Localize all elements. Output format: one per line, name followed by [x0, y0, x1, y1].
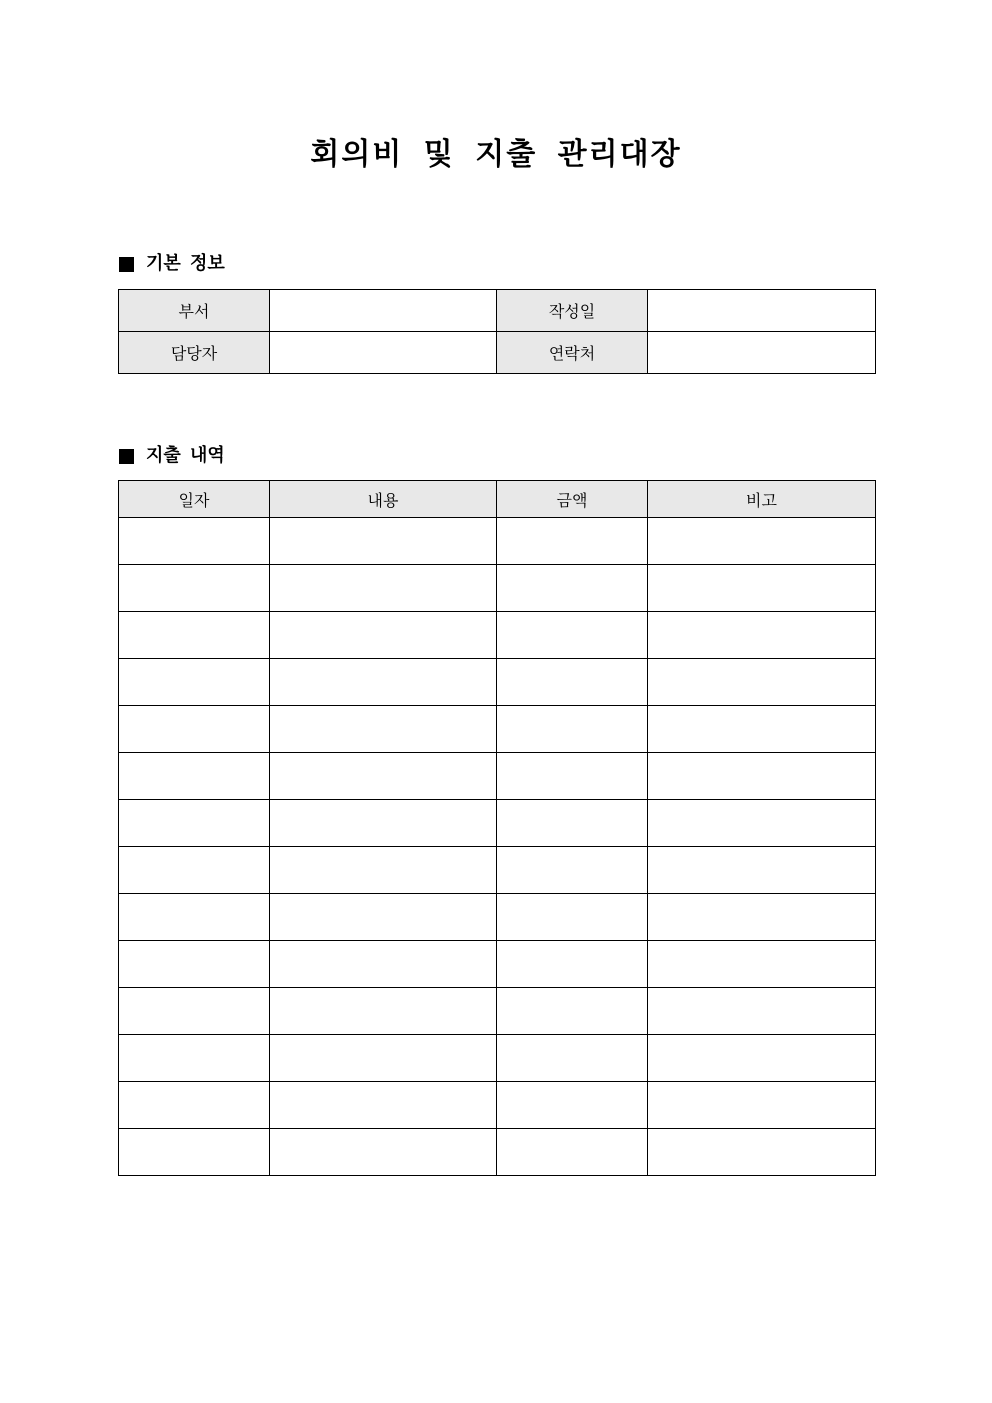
- content-cell[interactable]: [270, 1035, 497, 1082]
- table-row: [119, 988, 876, 1035]
- note-cell[interactable]: [648, 800, 876, 847]
- table-row: [119, 518, 876, 565]
- expense-heading-text: 지출 내역: [146, 445, 225, 466]
- note-cell[interactable]: [648, 1082, 876, 1129]
- content-cell[interactable]: [270, 659, 497, 706]
- date-cell[interactable]: [119, 800, 270, 847]
- content-cell[interactable]: [270, 1129, 497, 1176]
- content-cell[interactable]: [270, 800, 497, 847]
- amount-cell[interactable]: [497, 706, 648, 753]
- date-cell[interactable]: [119, 612, 270, 659]
- content-cell[interactable]: [270, 894, 497, 941]
- note-cell[interactable]: [648, 753, 876, 800]
- expense-header-row: [119, 481, 876, 518]
- note-cell[interactable]: [648, 847, 876, 894]
- content-cell[interactable]: [270, 847, 497, 894]
- date-cell[interactable]: [119, 1035, 270, 1082]
- contact-label: 연락처: [497, 332, 648, 374]
- column-header-date: 일자: [119, 481, 270, 518]
- table-row: [119, 894, 876, 941]
- date-cell[interactable]: [119, 1082, 270, 1129]
- table-row: [119, 1082, 876, 1129]
- column-header-amount: 금액: [497, 481, 648, 518]
- note-cell[interactable]: [648, 518, 876, 565]
- amount-cell[interactable]: [497, 847, 648, 894]
- page-title: 회의비 및 지출 관리대장: [310, 137, 682, 172]
- basic-info-row: [119, 290, 876, 332]
- table-row: [119, 565, 876, 612]
- column-header-content: 내용: [270, 481, 497, 518]
- table-row: [119, 612, 876, 659]
- expense-rows: [119, 518, 876, 1176]
- date-cell[interactable]: [119, 1129, 270, 1176]
- content-cell[interactable]: [270, 941, 497, 988]
- date-cell[interactable]: [119, 518, 270, 565]
- amount-cell[interactable]: [497, 1129, 648, 1176]
- note-cell[interactable]: [648, 706, 876, 753]
- person-in-charge-label: 담당자: [119, 332, 270, 374]
- date-cell[interactable]: [119, 753, 270, 800]
- table-row: [119, 1035, 876, 1082]
- amount-cell[interactable]: [497, 894, 648, 941]
- table-row: [119, 659, 876, 706]
- table-row: [119, 800, 876, 847]
- date-written-field[interactable]: [648, 290, 876, 332]
- amount-cell[interactable]: [497, 612, 648, 659]
- person-in-charge-field[interactable]: [270, 332, 497, 374]
- date-cell[interactable]: [119, 659, 270, 706]
- content-cell[interactable]: [270, 518, 497, 565]
- column-header-note: 비고: [648, 481, 876, 518]
- content-cell[interactable]: [270, 706, 497, 753]
- note-cell[interactable]: [648, 565, 876, 612]
- date-cell[interactable]: [119, 988, 270, 1035]
- note-cell[interactable]: [648, 1035, 876, 1082]
- amount-cell[interactable]: [497, 518, 648, 565]
- note-cell[interactable]: [648, 941, 876, 988]
- content-cell[interactable]: [270, 565, 497, 612]
- table-row: [119, 706, 876, 753]
- table-row: [119, 1129, 876, 1176]
- content-cell[interactable]: [270, 1082, 497, 1129]
- department-field[interactable]: [270, 290, 497, 332]
- table-row: [119, 753, 876, 800]
- date-cell[interactable]: [119, 941, 270, 988]
- table-row: [119, 941, 876, 988]
- expense-heading: [119, 444, 225, 468]
- date-written-label: 작성일: [497, 290, 648, 332]
- department-label: 부서: [119, 290, 270, 332]
- basic-info-heading: [119, 252, 225, 276]
- note-cell[interactable]: [648, 988, 876, 1035]
- basic-info-heading-text: 기본 정보: [146, 253, 225, 274]
- amount-cell[interactable]: [497, 1035, 648, 1082]
- basic-info-table: [118, 289, 876, 374]
- note-cell[interactable]: [648, 1129, 876, 1176]
- content-cell[interactable]: [270, 988, 497, 1035]
- note-cell[interactable]: [648, 894, 876, 941]
- amount-cell[interactable]: [497, 941, 648, 988]
- amount-cell[interactable]: [497, 565, 648, 612]
- basic-info-row: [119, 332, 876, 374]
- amount-cell[interactable]: [497, 1082, 648, 1129]
- date-cell[interactable]: [119, 565, 270, 612]
- note-cell[interactable]: [648, 659, 876, 706]
- square-bullet-icon: [119, 449, 134, 464]
- note-cell[interactable]: [648, 612, 876, 659]
- square-bullet-icon: [119, 257, 134, 272]
- table-row: [119, 847, 876, 894]
- amount-cell[interactable]: [497, 988, 648, 1035]
- content-cell[interactable]: [270, 753, 497, 800]
- amount-cell[interactable]: [497, 800, 648, 847]
- amount-cell[interactable]: [497, 753, 648, 800]
- amount-cell[interactable]: [497, 659, 648, 706]
- date-cell[interactable]: [119, 894, 270, 941]
- content-cell[interactable]: [270, 612, 497, 659]
- date-cell[interactable]: [119, 706, 270, 753]
- contact-field[interactable]: [648, 332, 876, 374]
- date-cell[interactable]: [119, 847, 270, 894]
- expense-table: [118, 480, 876, 1176]
